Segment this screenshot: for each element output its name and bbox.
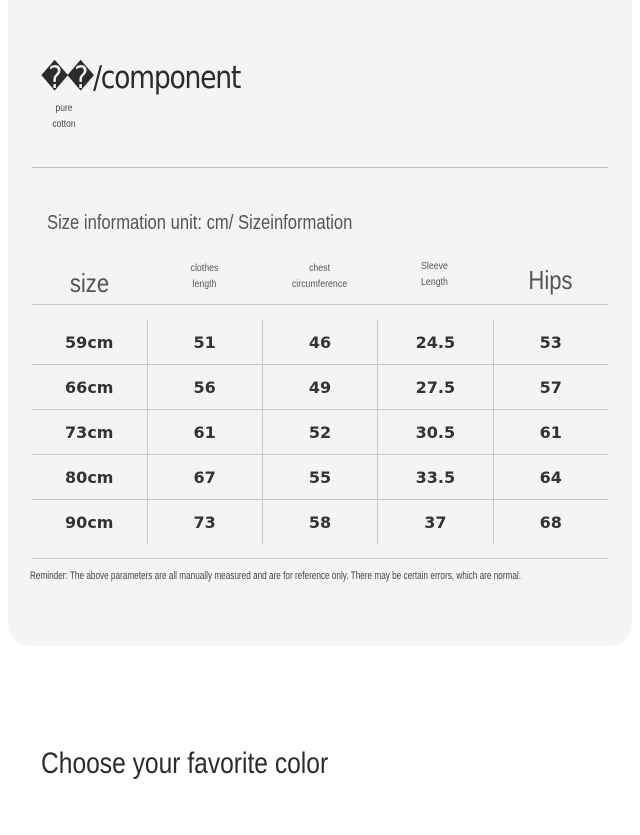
table-cell: 58 <box>262 500 377 545</box>
table-cell: 33.5 <box>378 455 493 500</box>
table-cell: 90cm <box>32 500 147 545</box>
header-hips <box>493 252 608 302</box>
header-sleeve-line2: Length <box>421 277 448 288</box>
header-chest-line1: chest <box>308 263 331 274</box>
header-size <box>32 255 147 305</box>
table-cell: 80cm <box>32 455 147 500</box>
header-chest <box>262 255 377 305</box>
header-size-label: size <box>69 268 110 298</box>
table-cell: 59cm <box>32 320 147 365</box>
table-cell: 49 <box>262 365 377 410</box>
header-clothes-length <box>147 255 262 305</box>
header-clothes-length-label <box>154 255 255 293</box>
component-subtitle-line1: pure <box>55 103 73 114</box>
table-cell: 30.5 <box>378 410 493 455</box>
table-cell: 24.5 <box>378 320 493 365</box>
table-cell: 37 <box>378 500 493 545</box>
table-cell: 73cm <box>32 410 147 455</box>
header-divider <box>32 304 608 305</box>
header-chest-line2: circumference <box>291 279 348 290</box>
header-sleeve <box>377 253 492 303</box>
header-sleeve-line1: Sleeve <box>421 261 448 272</box>
table-cell: 55 <box>262 455 377 500</box>
table-cell: 46 <box>262 320 377 365</box>
table-cell: 64 <box>493 455 608 500</box>
table-row <box>32 365 608 410</box>
component-title: ��/component <box>41 60 241 96</box>
table-cell: 53 <box>493 320 608 365</box>
header-chest-label <box>269 255 370 293</box>
component-subtitle <box>47 101 81 133</box>
table-cell: 73 <box>147 500 262 545</box>
component-subtitle-line2: cotton <box>52 119 76 130</box>
header-clothes-length-line2: length <box>192 279 217 290</box>
table-cell: 52 <box>262 410 377 455</box>
header-clothes-length-line1: clothes <box>190 263 219 274</box>
reminder-text: Reminder: The above parameters are all manually measured and are for reference only. There may be certain errors, which are normal. <box>30 570 522 582</box>
choose-color-heading: Choose your favorite color <box>41 747 329 780</box>
table-row <box>32 410 608 455</box>
size-info-heading: Size information unit: cm/ Sizeinformation <box>47 212 353 234</box>
table-cell: 51 <box>147 320 262 365</box>
table-row <box>32 500 608 545</box>
table-cell: 56 <box>147 365 262 410</box>
table-cell: 67 <box>147 455 262 500</box>
table-cell: 66cm <box>32 365 147 410</box>
table-row <box>32 320 608 365</box>
table-cell: 27.5 <box>378 365 493 410</box>
table-cell: 61 <box>493 410 608 455</box>
table-cell: 68 <box>539 512 562 532</box>
header-hips-label: Hips <box>528 265 573 295</box>
size-table <box>32 320 608 544</box>
table-row <box>32 455 608 500</box>
table-bottom-divider <box>32 558 608 559</box>
table-cell: 61 <box>147 410 262 455</box>
table-cell: 57 <box>493 365 608 410</box>
section-divider <box>32 167 608 168</box>
header-sleeve-label <box>384 253 485 291</box>
